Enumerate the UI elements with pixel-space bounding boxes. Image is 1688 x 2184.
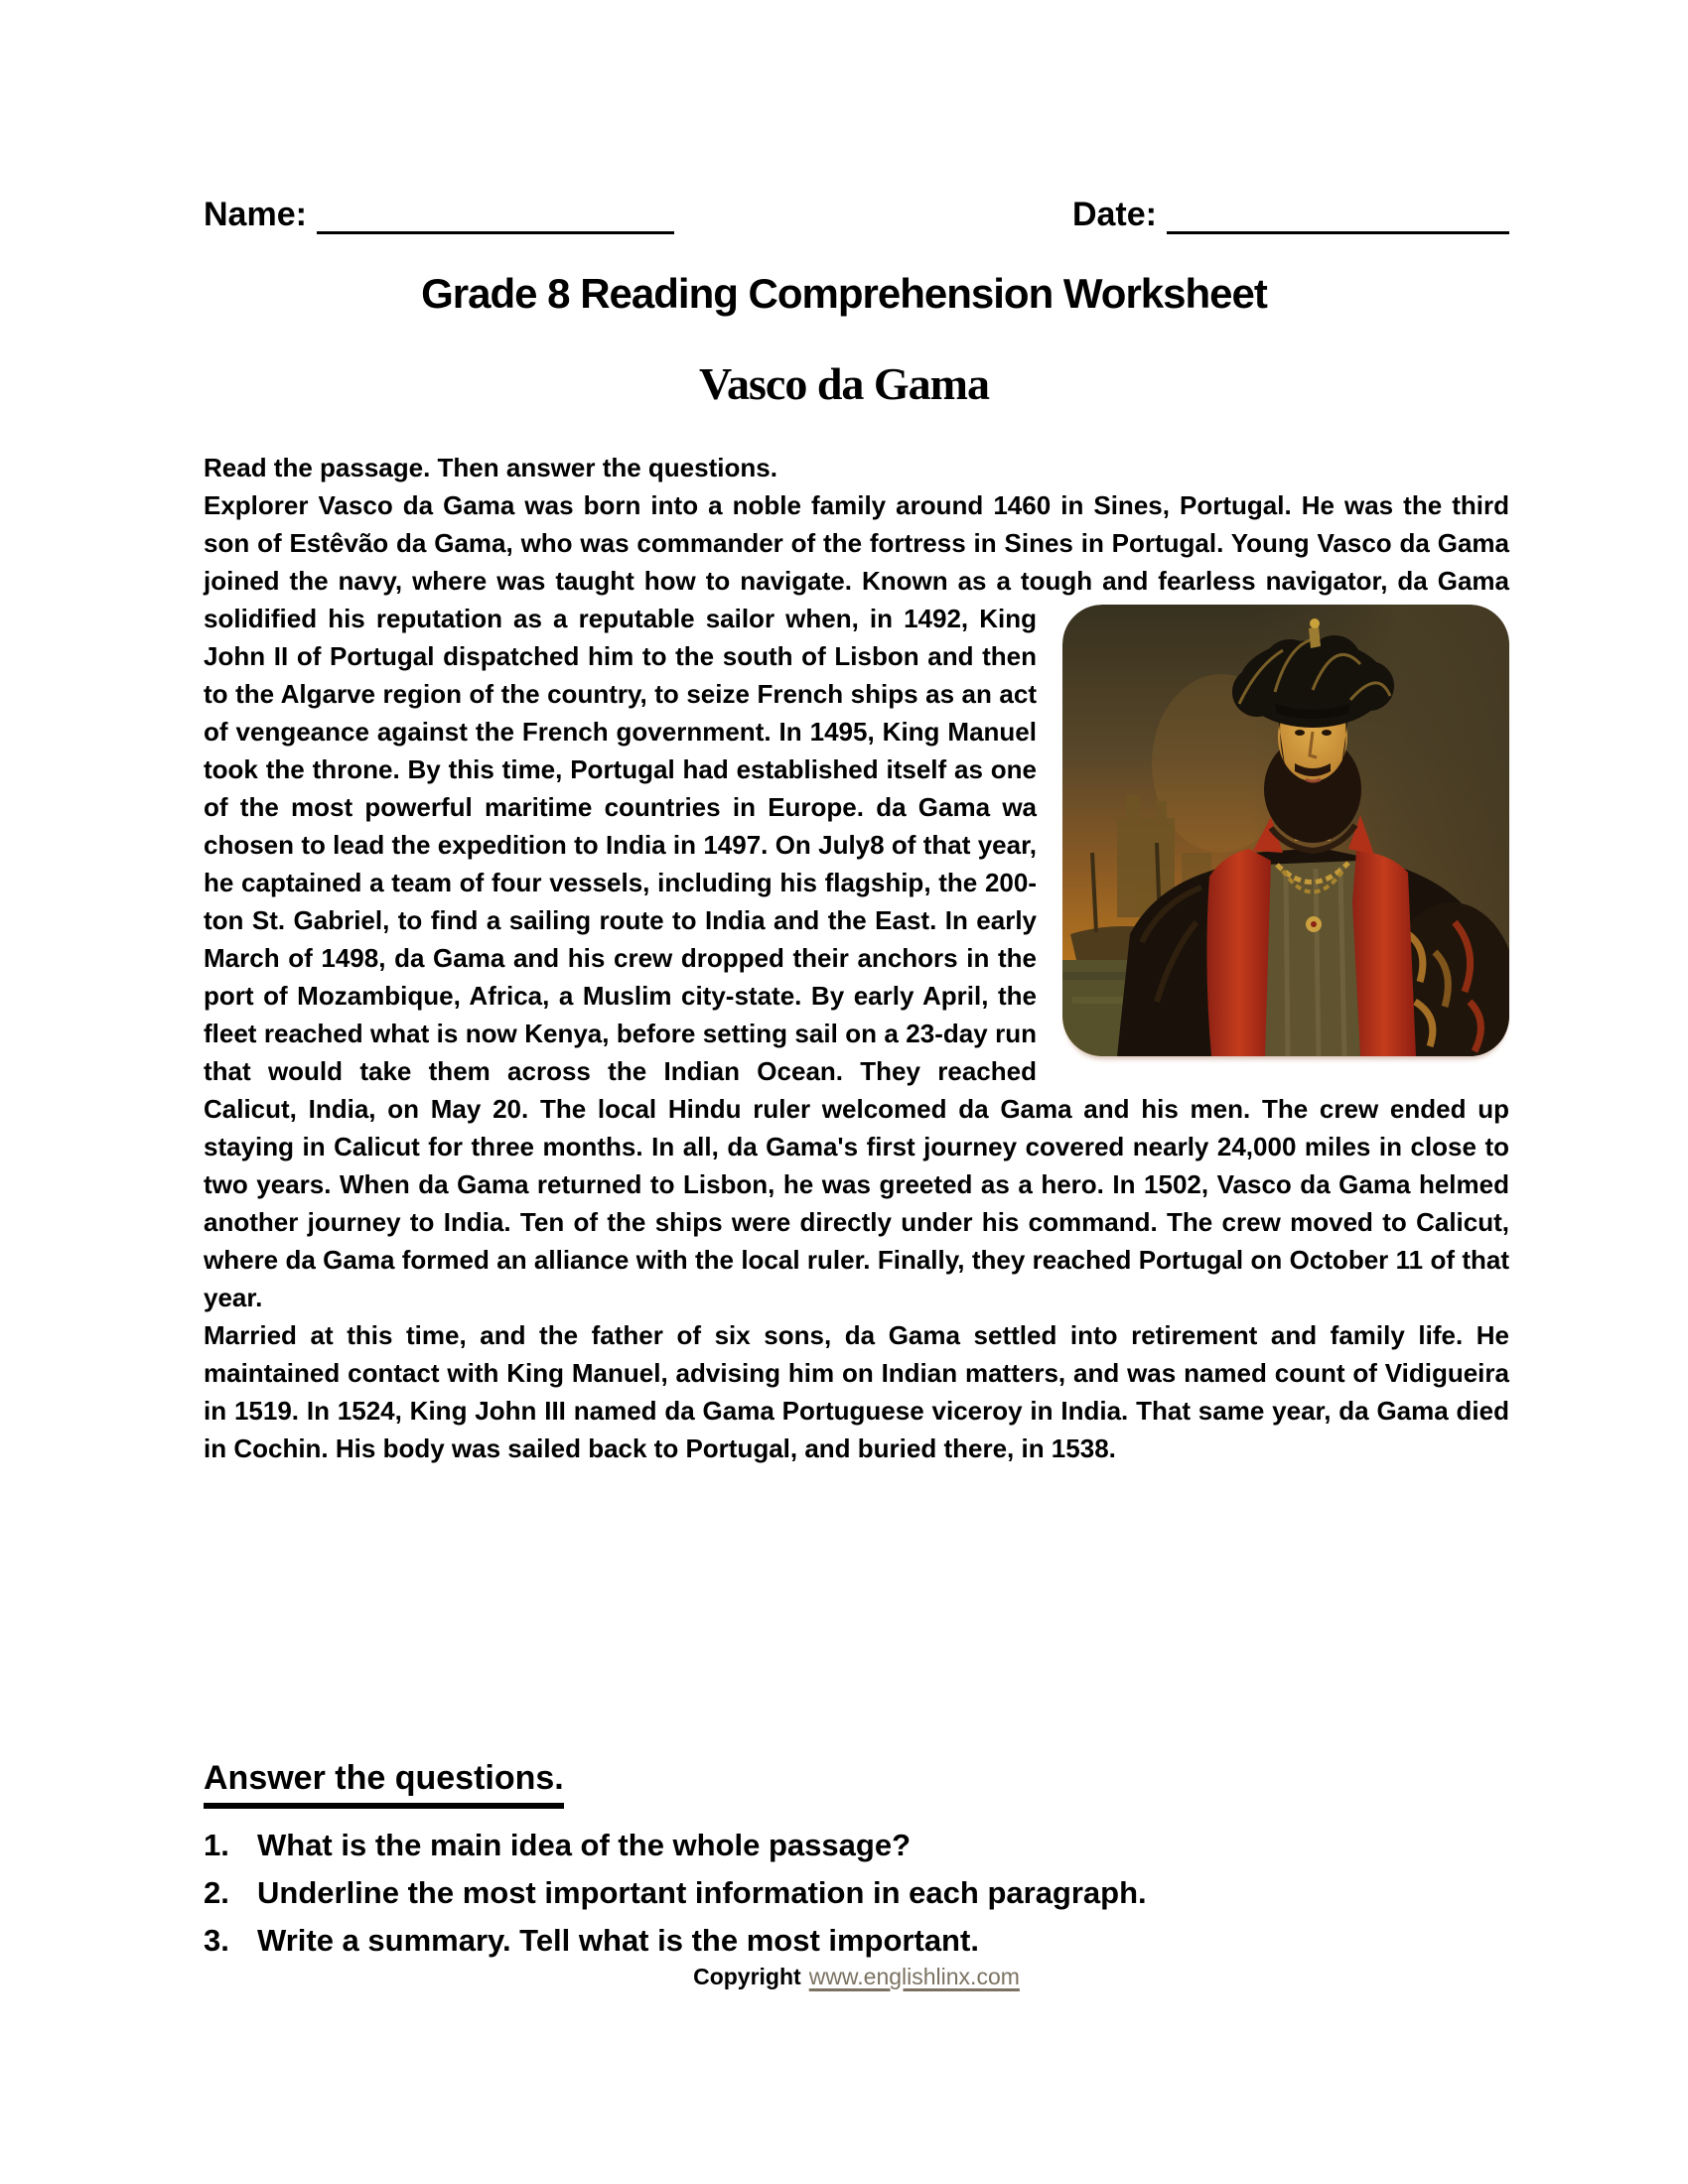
paragraph1-text-before-image: Explorer Vasco da Gama was born into a noble family around 1460 in Sines, Portugal. He was the third son of Estêvão da Gama, who was commander of the fortress in Sines in Portugal. Young Vasco da Gama joined the navy, where was taught how to navigate. Known as a tough and fearless navigator, da Gama [204,490,1509,596]
question-item-2 [204,1876,1509,1910]
name-input-line[interactable] [317,196,674,234]
date-field [1072,195,1509,234]
passage-paragraph-2: Married at this time, and the father of six sons, da Gama settled into retirement and family life. He maintained contact with King Manuel, advising him on Indian matters, and was named count of Vidigueira in 1519. In 1524, King John III named da Gama Portuguese viceroy in India. That same year, da Gama died in Cochin. His body was sailed back to Portugal, and buried there, in 1538. [204,1320,1509,1463]
header-row [204,195,1509,234]
question-text: Write a summary. Tell what is the most important. [257,1923,979,1958]
copyright-label: Copyright [693,1964,801,1989]
question-number: 1. [204,1828,229,1862]
englishlinx-link[interactable]: www.englishlinx.com [808,1964,1020,1989]
portrait-painting-image [1062,605,1509,1056]
question-item-1 [204,1829,1509,1862]
question-item-3 [204,1924,1509,1958]
name-field [204,195,674,234]
passage-instructions: Read the passage. Then answer the questions. [204,453,777,482]
passage [204,449,1509,1467]
question-text: Underline the most important information in each paragraph. [257,1875,1147,1910]
footer [204,1964,1509,1990]
question-text: What is the main idea of the whole passage? [257,1828,912,1862]
passage-title: Vasco da Gama [699,358,989,409]
name-label: Name: [204,196,307,233]
question-number: 3. [204,1923,229,1958]
worksheet-title: Grade 8 Reading Comprehension Worksheet [421,270,1267,317]
passage-paragraph-1 [204,486,1509,1316]
answer-section-heading: Answer the questions. [204,1759,564,1809]
vasco-da-gama-portrait [1062,605,1509,1056]
date-input-line[interactable] [1167,196,1509,234]
questions-list [204,1829,1509,1972]
date-label: Date: [1071,196,1157,233]
paragraph1-text-after-image: solidified his reputation as a reputable sailor when, in 1492, King John II of Portugal dispatched him to the south of Lisbon and then to the Algarve region of the country, to seize French ships as an act of vengeance against the French government. In 1495, King Manuel took the throne. By this time, Portugal had established itself as one of the most powerful maritime countries in Europe. da Gama wa chosen to lead the expedition to India in 1497. On July8 of that year, he captained a team of four vessels, including his flagship, the 200-ton St. Gabriel, to find a sailing route to India and the East. In early March of 1498, da Gama and his crew dropped their anchors in the port of Mozambique, Africa, a Muslim city-state. By early April, the fleet reached what is now Kenya, before setting sail on a 23-day run that would take them across the Indian Ocean. They reached Calicut, India, on May 20. The local Hindu ruler welcomed da Gama and his men. The crew ended up staying in Calicut for three months. In all, da Gama's first journey covered nearly 24,000 miles in close to two years. When da Gama returned to Lisbon, he was greeted as a hero. In 1502, Vasco da Gama helmed another journey to India. Ten of the ships were directly under his command. The crew moved to Calicut, where da Gama formed an alliance with the local ruler. Finally, they reached Portugal on October 11 of that year. [204,604,1509,1312]
question-number: 2. [204,1875,229,1910]
